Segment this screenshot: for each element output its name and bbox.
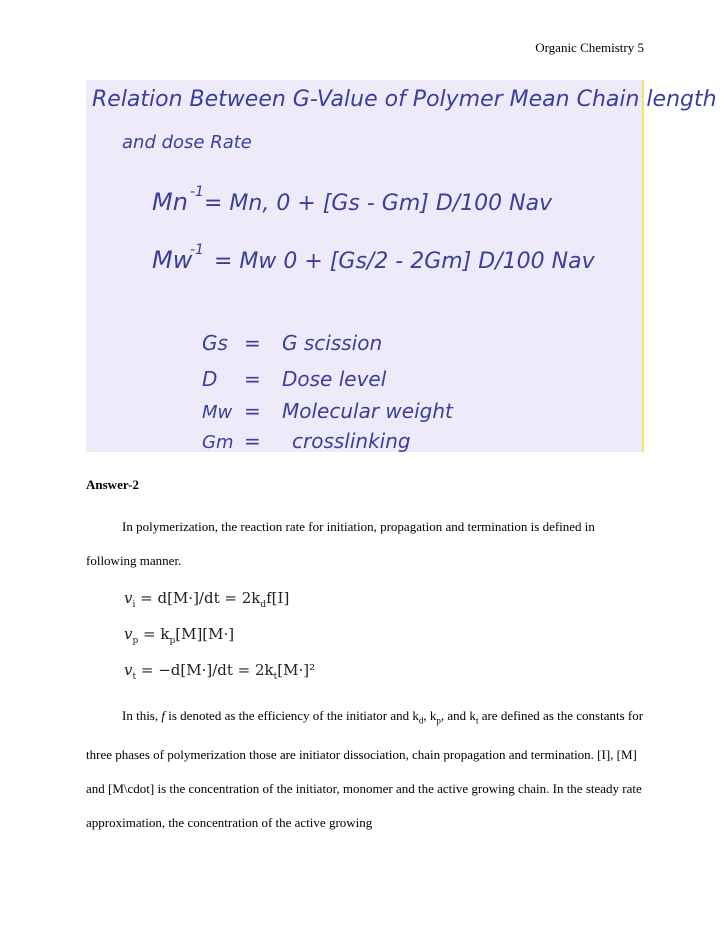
para2-text-b: is denoted as the efficiency of the initiator and k xyxy=(165,708,419,723)
eq-vi-rhs-end: f[I] xyxy=(266,589,290,607)
eq-vp-subscript: p xyxy=(132,636,139,646)
rate-equations xyxy=(124,580,315,688)
notes-eq1-lhs: Mn xyxy=(152,188,188,216)
notes-title-line1: Relation Between G-Value of Polymer Mean Chain length xyxy=(92,87,717,112)
notes-def-eq-3: = xyxy=(244,399,261,423)
eq-vt-symbol: v xyxy=(124,661,133,679)
eq-vp-rhs-end: [M][M·] xyxy=(175,625,235,643)
equation-propagation xyxy=(124,616,315,652)
eq-vt-rhs: = −d[M·]/dt = 2k xyxy=(140,661,274,679)
notes-def-eq-4: = xyxy=(244,429,261,453)
answer-heading: Answer-2 xyxy=(86,477,139,492)
notes-def-sym-3: Mw xyxy=(202,402,233,423)
notes-eq2-lhs: Mw xyxy=(152,246,193,274)
eq-vp-rhs: = k xyxy=(143,625,170,643)
notes-def-eq-2: = xyxy=(244,367,261,391)
eq-vi-rhs: = d[M·]/dt = 2k xyxy=(140,589,261,607)
eq-vt-rhs-subscript: t xyxy=(273,672,278,682)
paragraph-rates-intro xyxy=(86,510,644,578)
eq-vi-rhs-subscript: d xyxy=(260,600,267,610)
notes-eq1-rhs: = Mn, 0 + [Gs - Gm] D/100 Nav xyxy=(204,191,553,216)
notes-eq2-rhs: = Mw 0 + [Gs/2 - 2Gm] D/100 Nav xyxy=(214,249,595,274)
notes-eq2-inv: -1 xyxy=(190,242,204,258)
notes-def-meaning-2: Dose level xyxy=(282,367,387,391)
paragraph-constants xyxy=(86,699,644,840)
running-head: Organic Chemistry 5 xyxy=(535,40,644,55)
para2-kp-subscript: p xyxy=(436,715,441,726)
notes-def-eq-1: = xyxy=(244,331,261,355)
notes-eq1-inv: -1 xyxy=(190,184,204,200)
para2-kt-subscript: t xyxy=(475,715,479,726)
equation-initiation xyxy=(124,580,315,616)
para2-efficiency-symbol: f xyxy=(161,708,165,723)
eq-vt-subscript: t xyxy=(132,672,137,682)
para2-text-e: are defined as the constants for three phases of polymerization those are initiator dissociation, chain propagation and termination. [I], [M] and [M\cdot] is the concentration of the initiator, monomer and the active growing chain. In the steady rate approximation, the concentration of the active growing xyxy=(86,708,644,830)
eq-vi-subscript: i xyxy=(132,600,136,610)
eq-vp-symbol: v xyxy=(124,625,133,643)
notes-def-meaning-3: Molecular weight xyxy=(282,399,453,423)
para2-text-a: In this, xyxy=(122,708,162,723)
notes-def-meaning-1: G scission xyxy=(282,331,383,355)
handwritten-notes-image xyxy=(86,80,717,453)
notes-title-line2: and dose Rate xyxy=(122,132,252,153)
notes-def-sym-1: Gs xyxy=(202,331,228,355)
eq-vt-rhs-end: [M·]² xyxy=(277,661,316,679)
notes-def-sym-2: D xyxy=(202,367,218,391)
para2-text-c: , k xyxy=(423,708,437,723)
para2-kd-subscript: d xyxy=(418,715,424,726)
equation-termination xyxy=(124,652,315,688)
para2-text-d: , and k xyxy=(440,708,476,723)
eq-vp-rhs-subscript: p xyxy=(169,636,176,646)
paragraph-rates-intro-text: In polymerization, the reaction rate for initiation, propagation and termination is defined in following manner. xyxy=(86,519,595,568)
eq-vi-symbol: v xyxy=(124,589,133,607)
handwritten-notes-svg xyxy=(86,80,717,453)
notes-def-sym-4: Gm xyxy=(202,432,234,453)
notes-def-meaning-4: crosslinking xyxy=(292,429,411,453)
